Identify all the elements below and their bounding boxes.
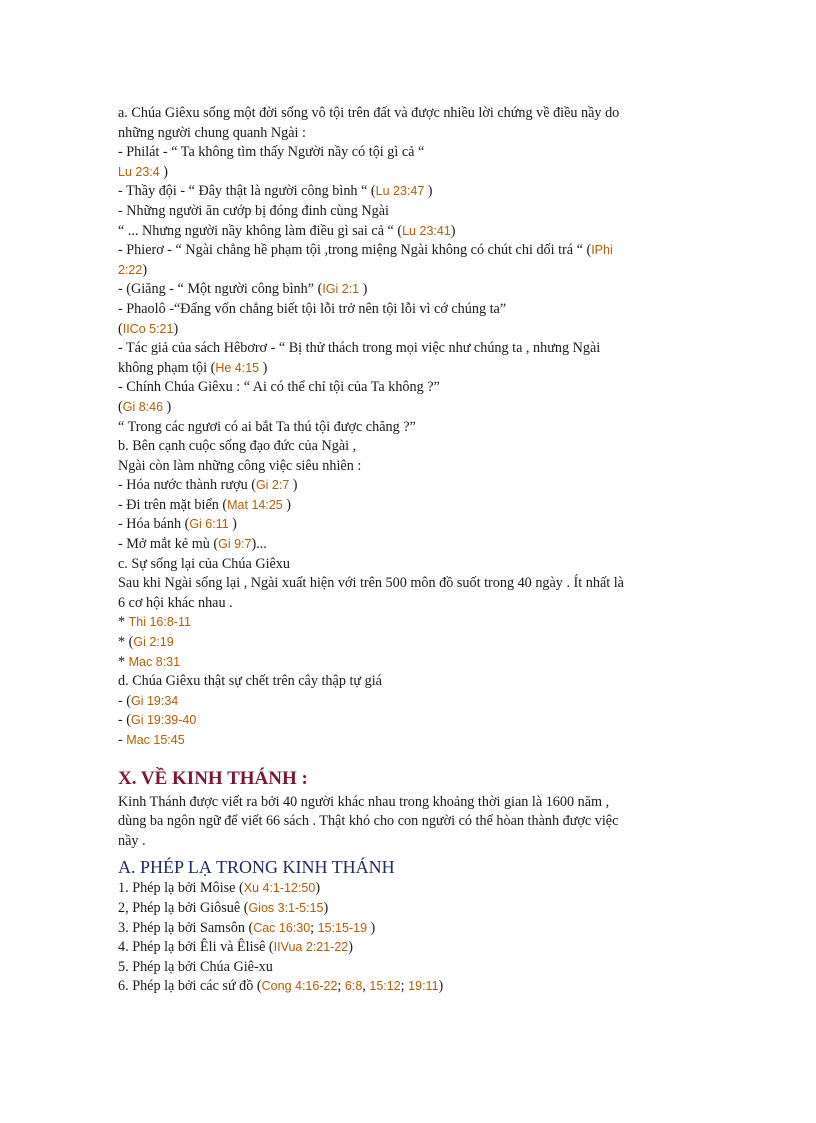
scripture-reference: 15:15-19: [317, 920, 371, 935]
scripture-reference: 6:8: [344, 979, 363, 994]
text-segment: (: [118, 320, 123, 337]
text-line: [118, 182, 698, 202]
text-line: [118, 280, 698, 300]
text-segment: - (: [118, 692, 131, 709]
section-x-body: [118, 793, 698, 852]
section-a-heading: A. PHÉP LẠ TRONG KINH THÁNH: [118, 857, 395, 878]
scripture-reference: Gi 2:7: [255, 478, 293, 493]
scripture-reference: Gi 6:11: [189, 517, 233, 532]
text-segment: 5. Phép lạ bởi Chúa Giê-xu: [118, 958, 273, 975]
text-line: [118, 574, 698, 594]
text-segment: d. Chúa Giêxu thật sự chết trên cây thập tự giá: [118, 673, 382, 690]
text-segment: những người chung quanh Ngài :: [118, 124, 306, 141]
text-line: [118, 958, 698, 978]
section-x-heading: X. VỀ KINH THÁNH :: [118, 767, 308, 789]
text-segment: ): [450, 222, 456, 239]
text-segment: - (: [118, 712, 131, 729]
text-segment: a. Chúa Giêxu sống một đời sống vô tội trên đất và được nhiều lời chứng về điều nầy do: [118, 105, 620, 121]
scripture-reference: Thi 16:8-11: [128, 615, 191, 630]
text-line: [118, 812, 698, 832]
text-segment: 4. Phép lạ bởi Êli và Êlisê (: [118, 939, 274, 956]
scripture-reference: IGi 2:1: [322, 282, 363, 297]
text-line: [118, 104, 698, 124]
text-line: [118, 977, 698, 997]
scripture-reference: He 4:15: [215, 360, 263, 375]
scripture-reference: Lu 23:47: [375, 184, 428, 199]
text-segment: *: [118, 614, 129, 631]
text-segment: 3. Phép lạ bởi Samsôn (: [118, 919, 254, 936]
text-line: [118, 476, 698, 496]
text-segment: Kinh Thánh được viết ra bởi 40 người khác nhau trong khoảng thời gian là 1600 năm ,: [118, 793, 610, 810]
text-segment: “ ... Nhưng người nầy không làm điều gì sai cả “ (: [118, 222, 403, 239]
section-c-body: [118, 104, 698, 751]
scripture-reference: IIVua 2:21-22: [273, 940, 349, 955]
text-line: [118, 241, 698, 261]
text-segment: - Mở mắt kẻ mù (: [118, 536, 219, 553]
text-segment: ): [323, 899, 329, 916]
scripture-reference: IPhi: [591, 243, 613, 258]
text-segment: * (: [118, 634, 134, 651]
scripture-reference: Lu 23:4: [118, 164, 164, 179]
scripture-reference: Mac 8:31: [128, 654, 181, 669]
text-line: [118, 261, 698, 281]
text-segment: 1. Phép lạ bởi Môise (: [118, 880, 244, 897]
text-line: [118, 731, 698, 751]
text-segment: 6. Phép lạ bởi các sứ đồ (: [118, 978, 262, 995]
scripture-reference: Cac 16:30: [253, 920, 311, 935]
text-segment: - Hóa nước thành rượu (: [118, 477, 256, 494]
text-segment: Sau khi Ngài sống lại , Ngài xuất hiện với trên 500 môn đồ suốt trong 40 ngày . Ít nhất là: [118, 575, 624, 592]
text-line: [118, 496, 698, 516]
text-segment: ): [438, 978, 444, 995]
text-segment: c. Sự sống lại của Chúa Giêxu: [118, 555, 290, 572]
scripture-reference: IICo 5:21: [122, 321, 174, 336]
text-line: [118, 143, 698, 163]
text-line: [118, 359, 698, 379]
text-segment: ): [163, 163, 168, 180]
text-segment: )...: [251, 536, 267, 553]
text-line: [118, 515, 698, 535]
text-segment: “ Trong các ngươi có ai bắt Ta thú tội được chăng ?”: [118, 418, 416, 435]
text-segment: ;: [337, 978, 345, 995]
scripture-reference: Mat 14:25: [227, 497, 287, 512]
text-segment: nầy .: [118, 832, 146, 849]
text-line: [118, 437, 698, 457]
text-line: [118, 418, 698, 438]
text-line: [118, 378, 698, 398]
scripture-reference: Xu 4:1-12:50: [243, 881, 316, 896]
text-segment: ): [370, 919, 376, 936]
text-line: [118, 899, 698, 919]
text-segment: ): [292, 477, 298, 494]
text-line: [118, 672, 698, 692]
text-segment: ): [262, 359, 268, 376]
text-segment: - Chính Chúa Giêxu : “ Ai có thể chỉ tội của Ta không ?”: [118, 379, 440, 396]
text-segment: Ngài còn làm những công việc siêu nhiên :: [118, 457, 362, 474]
text-segment: ;: [400, 978, 409, 995]
text-line: [118, 535, 698, 555]
text-line: [118, 457, 698, 477]
scripture-reference: Gi 8:46: [122, 399, 167, 414]
text-line: [118, 692, 698, 712]
text-line: [118, 938, 698, 958]
text-segment: *: [118, 653, 129, 670]
text-line: [118, 919, 698, 939]
text-segment: - Thầy đội - “ Đây thật là người công bình “ (: [118, 183, 376, 200]
section-a-body: [118, 879, 698, 997]
text-segment: (: [118, 398, 123, 415]
text-segment: ): [427, 183, 433, 200]
text-segment: - Phaolô -“Đấng vốn chẳng biết tội lỗi trở nên tội lỗi vì cớ chúng ta”: [118, 300, 507, 317]
text-segment: - Hóa bánh (: [118, 516, 190, 533]
scripture-reference: Gi 19:39-40: [131, 713, 197, 728]
text-segment: ): [166, 398, 172, 415]
text-line: [118, 653, 698, 673]
text-segment: ): [142, 261, 148, 278]
text-line: [118, 832, 698, 852]
scripture-reference: Lu 23:41: [402, 223, 451, 238]
text-segment: ): [315, 880, 321, 897]
text-line: [118, 222, 698, 242]
text-line: [118, 594, 698, 614]
scripture-reference: Mac 15:45: [126, 733, 185, 747]
text-segment: b. Bên cạnh cuộc sống đạo đức của Ngài ,: [118, 438, 357, 455]
text-line: [118, 320, 698, 340]
text-line: [118, 124, 698, 144]
text-line: [118, 398, 698, 418]
text-segment: dùng ba ngôn ngữ để viết 66 sách . Thật khó cho con người có thể hòan thành được việc: [118, 813, 619, 830]
text-segment: ): [286, 496, 291, 513]
text-segment: -: [118, 732, 127, 748]
text-segment: ): [173, 320, 179, 337]
text-segment: - Phierơ - “ Ngài chẳng hề phạm tội ,trong miệng Ngài không có chút chi dối trá “ (: [118, 242, 592, 259]
text-line: [118, 633, 698, 653]
text-segment: - (Giăng - “ Một người công bình” (: [118, 281, 323, 298]
scripture-reference: Cong 4:16-22: [261, 979, 338, 994]
text-line: [118, 793, 698, 813]
text-line: [118, 300, 698, 320]
text-line: [118, 202, 698, 222]
scripture-reference: Gi 19:34: [131, 693, 179, 708]
document-page: [118, 104, 698, 997]
text-segment: 6 cơ hội khác nhau .: [118, 594, 233, 611]
scripture-reference: Gi 2:19: [133, 635, 174, 650]
scripture-reference: Gios 3:1-5:15: [248, 900, 324, 915]
text-line: [118, 339, 698, 359]
text-segment: không phạm tội (: [118, 359, 216, 376]
text-segment: ,: [362, 978, 370, 995]
text-segment: ): [232, 516, 237, 533]
text-segment: 2, Phép lạ bởi Giôsuê (: [118, 899, 249, 916]
text-segment: ): [348, 939, 353, 956]
text-line: [118, 711, 698, 731]
text-segment: - Những người ăn cướp bị đóng đinh cùng Ngài: [118, 202, 389, 219]
scripture-reference: 2:22: [118, 262, 143, 277]
text-segment: ): [362, 281, 368, 298]
text-segment: ;: [310, 919, 318, 936]
text-line: [118, 613, 698, 633]
text-line: [118, 163, 698, 183]
text-line: [118, 879, 698, 899]
text-segment: - Philát - “ Ta không tìm thấy Người nầy có tội gì cả “: [118, 144, 425, 161]
scripture-reference: Gi 9:7: [218, 537, 252, 552]
text-segment: - Tác giả của sách Hêbơrơ - “ Bị thử thách trong mọi việc như chúng ta , nhưng Ngài: [118, 340, 601, 357]
text-segment: - Đi trên mặt biển (: [118, 496, 228, 513]
text-line: [118, 555, 698, 575]
scripture-reference: 19:11: [408, 979, 439, 994]
scripture-reference: 15:12: [369, 979, 401, 994]
